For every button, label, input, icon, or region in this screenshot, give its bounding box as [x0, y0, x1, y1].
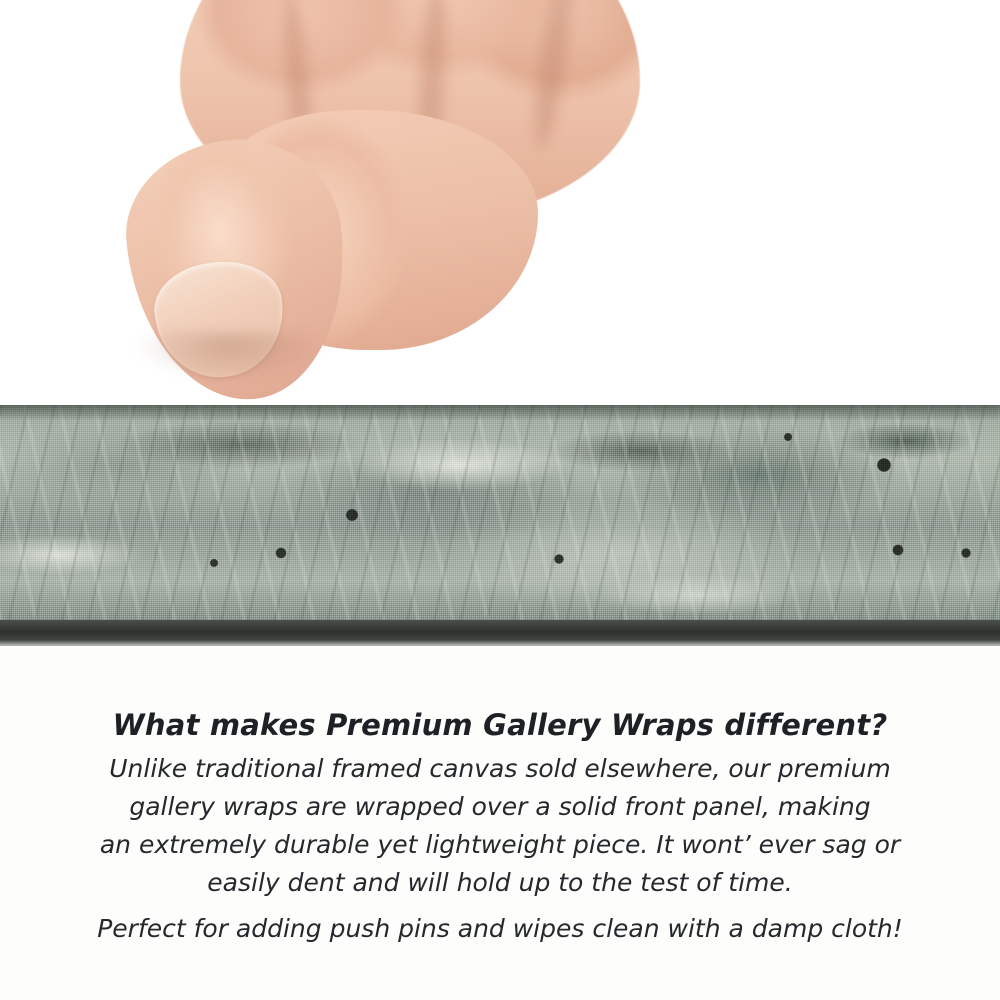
canvas-weave-texture — [0, 405, 1000, 625]
description-body — [0, 750, 1000, 948]
description-line: gallery wraps are wrapped over a solid front panel, making — [129, 792, 871, 821]
description-closing-line: Perfect for adding push pins and wipes clean with a damp cloth! — [97, 914, 903, 943]
canvas-bottom-highlight — [0, 640, 1000, 648]
description-line: an extremely durable yet lightweight piece. It wont’ ever sag or — [99, 830, 901, 859]
page-title: What makes Premium Gallery Wraps different? — [112, 708, 888, 742]
thumb-contact-shadow — [134, 332, 324, 380]
canvas-top-shadow — [0, 405, 1000, 421]
description-line: easily dent and will hold up to the test of time. — [207, 868, 793, 897]
description-line: Unlike traditional framed canvas sold elsewhere, our premium — [109, 754, 891, 783]
thumb-pressing-canvas — [120, 0, 640, 430]
canvas-wrapped-edge — [0, 405, 1000, 625]
product-description — [0, 660, 1000, 948]
